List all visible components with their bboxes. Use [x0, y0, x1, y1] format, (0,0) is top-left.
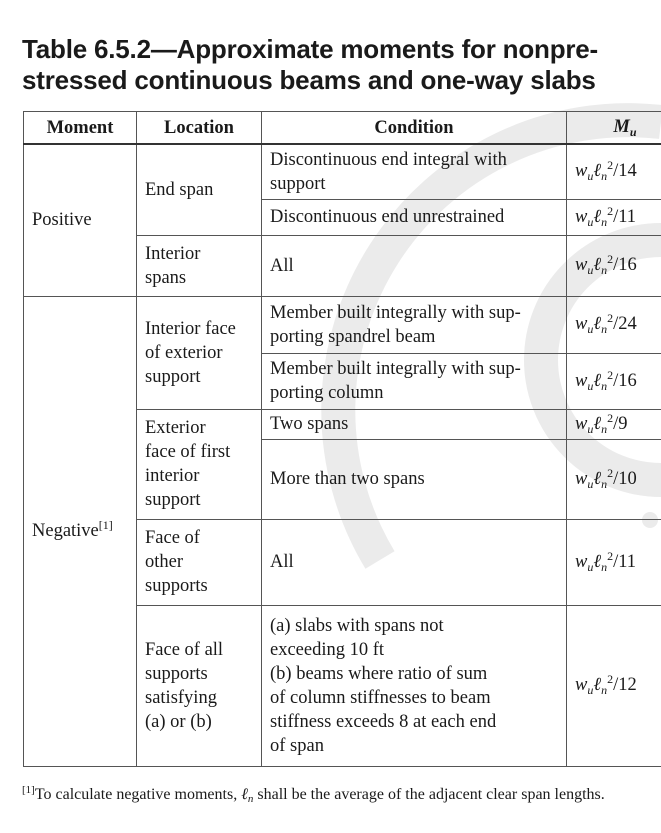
moment-positive: Positive — [24, 144, 137, 296]
mu-formula: $w_u\ell_n^2/12$ — [567, 605, 661, 766]
mu-formula: $w_u\ell_n^2/14$ — [567, 144, 661, 199]
condition-column: Member built integrally with sup- porting column — [262, 353, 567, 409]
location-end-span: End span — [137, 144, 262, 235]
condition-two-spans: Two spans — [262, 409, 567, 439]
moment-negative: Negative[1] — [24, 296, 137, 766]
header-condition: Condition — [262, 112, 567, 145]
footnote-mark: [1] — [98, 517, 113, 532]
header-mu — [567, 112, 661, 145]
table-title-line-1: Table 6.5.2—Approximate moments for nonpre- — [22, 34, 599, 64]
mu-formula: $w_u\ell_n^2/10$ — [567, 439, 661, 519]
location-interior-spans: Interior spans — [137, 235, 262, 296]
location-exterior-face: Exterior face of first interior support — [137, 409, 262, 519]
condition-disc-unrestrained: Discontinuous end unrestrained — [262, 199, 567, 235]
table-title-line-2: stressed continuous beams and one-way slabs — [22, 65, 596, 95]
table-title — [22, 34, 598, 96]
mu-formula: $w_u\ell_n^2/11$ — [567, 519, 661, 605]
mu-formula: $w_u\ell_n^2/16$ — [567, 235, 661, 296]
condition-all: All — [262, 235, 567, 296]
mu-formula: $w_u\ell_n^2/24$ — [567, 296, 661, 353]
location-other-supports: Face of other supports — [137, 519, 262, 605]
condition-all: All — [262, 519, 567, 605]
mu-formula: $w_u\ell_n^2/16$ — [567, 353, 661, 409]
condition-spandrel: Member built integrally with sup- porting spandrel beam — [262, 296, 567, 353]
header-location: Location — [137, 112, 262, 145]
mu-formula: $w_u\ell_n^2/9$ — [567, 409, 661, 439]
condition-disc-integral: Discontinuous end integral with support — [262, 144, 567, 199]
table-footnote: [1]To calculate negative moments, ℓn shall be the average of the adjacent clear span lengths. — [22, 784, 605, 805]
mu-formula: $w_u\ell_n^2/11$ — [567, 199, 661, 235]
table-row — [24, 144, 661, 199]
moments-table — [23, 111, 661, 767]
mu-subscript: u — [629, 125, 637, 139]
table-row — [24, 296, 661, 353]
location-all-supports: Face of all supports satisfying (a) or (b) — [137, 605, 262, 766]
condition-more-spans: More than two spans — [262, 439, 567, 519]
header-moment: Moment — [24, 112, 137, 145]
table-header-row — [24, 112, 661, 145]
condition-slabs-beams: (a) slabs with spans not exceeding 10 ft (b) beams where ratio of sum of column stiffnesses to beam stiffness exceeds 8 at each end of span — [262, 605, 567, 766]
footnote-mark: [1] — [22, 784, 35, 796]
location-interior-face: Interior face of exterior support — [137, 296, 262, 409]
mu-symbol: M — [613, 117, 630, 137]
